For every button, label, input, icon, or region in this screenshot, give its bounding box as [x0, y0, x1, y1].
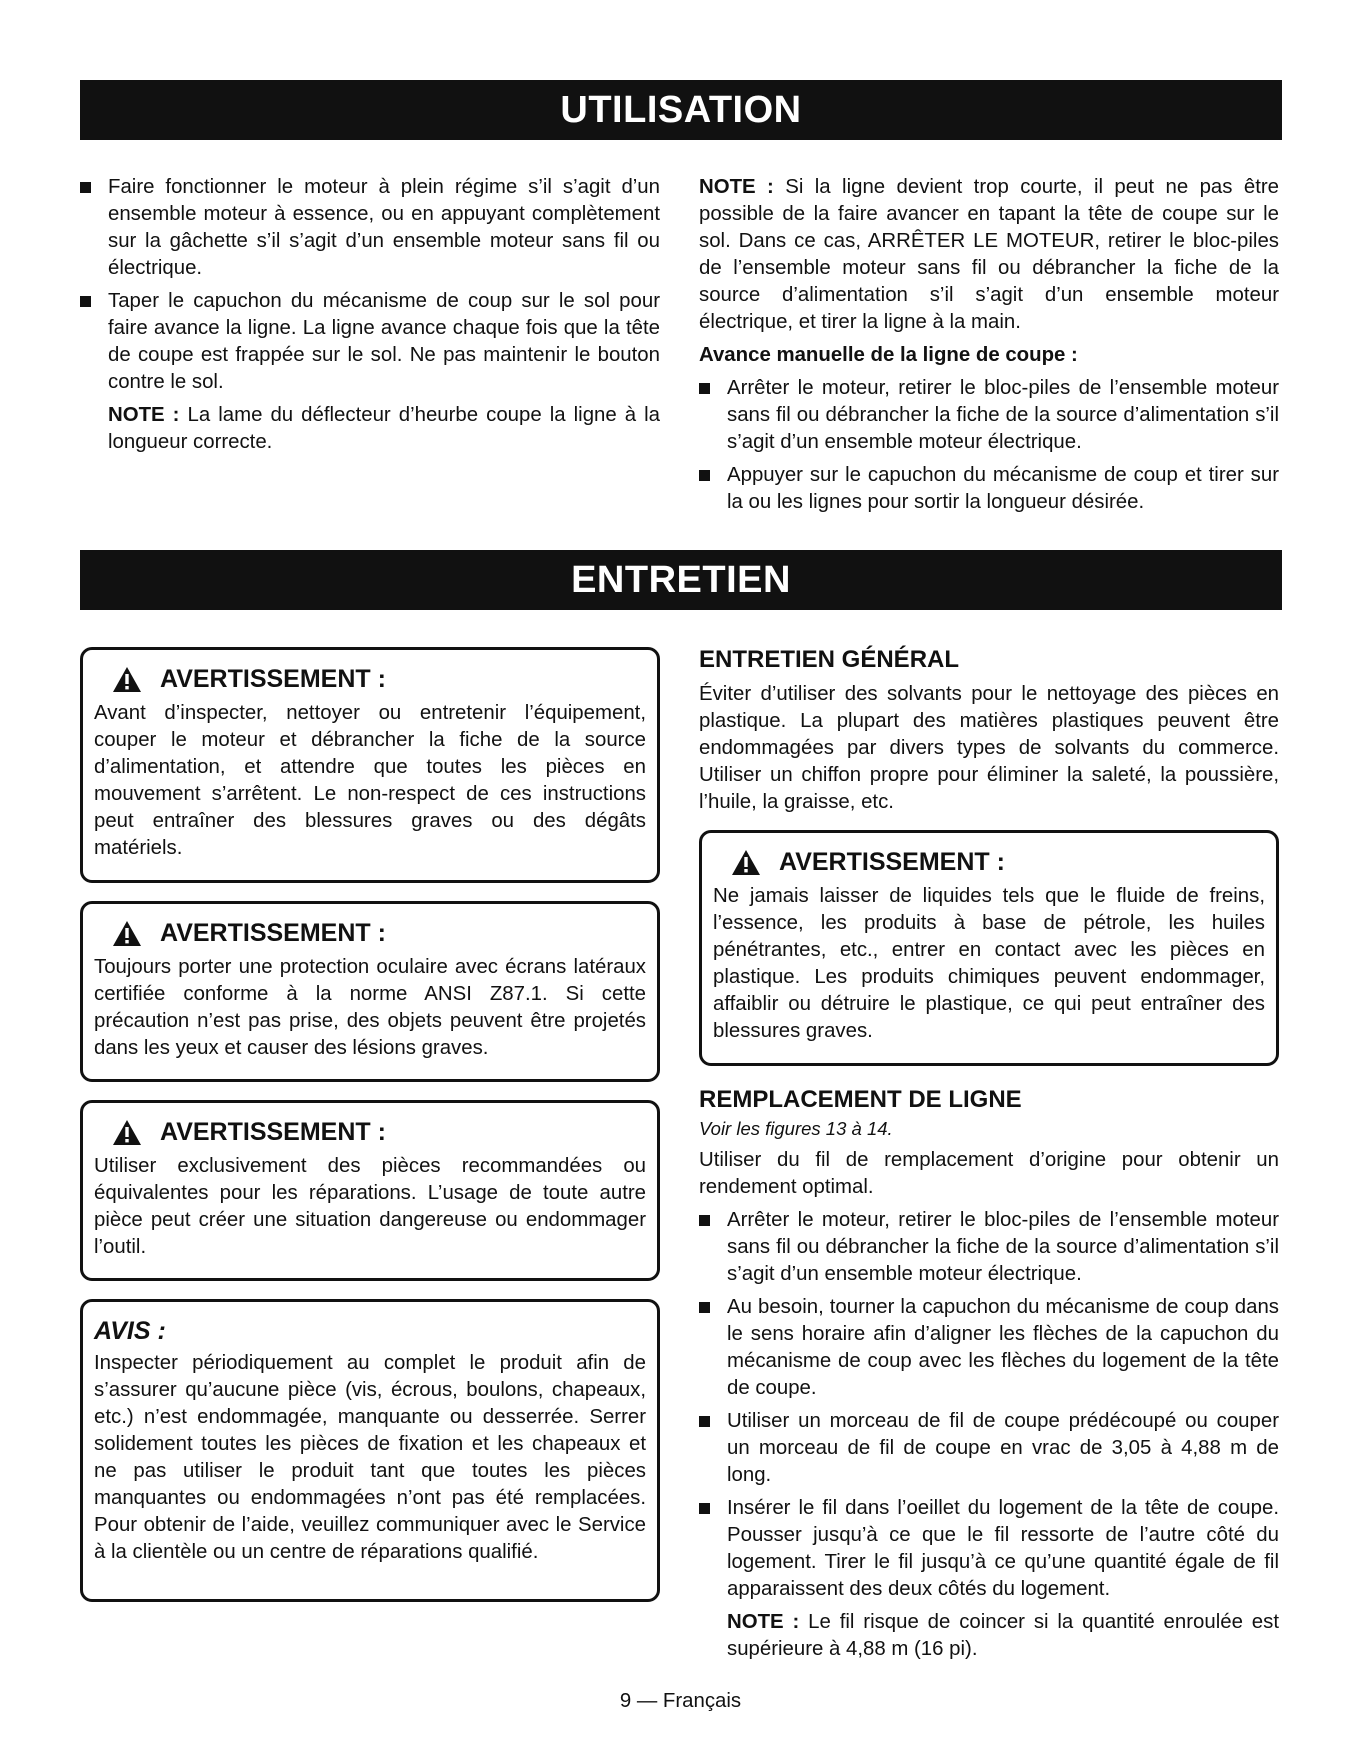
warning-text: Avant d’inspecter, nettoyer ou entretenir l’équipement, couper le moteur et débrancher la fiche de la source d’alimentation, et attendre que toutes les pièces en mouvement s’arrêtent. Le non-respect de ces instructions peut entraîner des blessures graves ou des dégâts matériels.	[94, 702, 646, 859]
warning-triangle-icon	[731, 849, 761, 876]
list-item: Faire fonctionner le moteur à plein régime s’il s’agit d’un ensemble moteur à essence, ou en appuyant complètement sur la gâchette s’il s’agit d’un ensemble moteur sans fil ou électrique.	[80, 174, 660, 282]
warning-box: AVERTISSEMENT : Utiliser exclusivement des pièces recommandées ou équivalentes pour les réparations. L’usage de toute autre pièce peut créer une situation dangereuse ou endommager l’outil.	[80, 1100, 660, 1281]
list-item: Taper le capuchon du mécanisme de coup sur le sol pour faire avance la ligne. La ligne avance chaque fois que la tête de coupe est frappée sur le sol. Ne pas maintenir le bouton contre le sol.	[80, 288, 660, 396]
square-bullet-icon	[699, 1503, 710, 1514]
note-paragraph: NOTE : La lame du déflecteur d’heurbe coupe la ligne à la longueur correcte.	[108, 404, 660, 453]
replacement-section	[699, 1085, 1279, 1669]
notice-text: Inspecter périodiquement au complet le produit afin de s’assurer qu’aucune pièce (vis, écrous, boulons, chapeaux, etc.) n’est endommagée, manquante ou desserrée. Serrer solidement toutes les pièces de fixation et les chapeaux et ne pas utiliser le produit tant que toutes les pièces manquantes ou endommagées n’ont pas été remplacées. Pour obtenir de l’aide, veuillez communiquer avec le Service à la clientèle ou un centre de réparations qualifié.	[94, 1352, 646, 1563]
warning-text: Ne jamais laisser de liquides tels que le fluide de freins, l’essence, les produits à base de pétrole, les huiles pénétrantes, etc., entrer en contact avec les pièces en plastique. Les produits chimiques peuvent endommager, affaiblir ou détruire le plastique, ce qui peut entraîner des blessures graves.	[713, 885, 1265, 1042]
section-title-entretien: ENTRETIEN	[80, 550, 1282, 610]
warning-text: Toujours porter une protection oculaire avec écrans latéraux certifiée conforme à la norme ANSI Z87.1. Si cette précaution n’est pas prise, des objets peuvent être projetés dans les yeux et causer des lésions graves.	[94, 956, 646, 1059]
square-bullet-icon	[80, 296, 91, 307]
square-bullet-icon	[699, 1416, 710, 1427]
square-bullet-icon	[699, 1215, 710, 1226]
utilisation-left-column	[80, 174, 660, 462]
list-item: Arrêter le moteur, retirer le bloc-piles de l’ensemble moteur sans fil ou débrancher la fiche de la source d’alimentation s’il s’agit d’un ensemble moteur électrique.	[699, 375, 1279, 456]
paragraph: Utiliser du fil de remplacement d’origine pour obtenir un rendement optimal.	[699, 1149, 1279, 1198]
entretien-general-section	[699, 645, 1279, 816]
list-item: Utiliser un morceau de fil de coupe prédécoupé ou couper un morceau de fil de coupe en vrac de 3,05 à 4,88 m de long.	[699, 1408, 1279, 1489]
list-item: Appuyer sur le capuchon du mécanisme de coup et tirer sur la ou les lignes pour sortir la longueur désirée.	[699, 462, 1279, 516]
paragraph: Éviter d’utiliser des solvants pour le nettoyage des pièces en plastique. La plupart des matières plastiques peuvent être endommagées par divers types de solvants du commerce. Utiliser un chiffon propre pour éliminer la saleté, la poussière, l’huile, la graisse, etc.	[699, 683, 1279, 813]
warning-triangle-icon	[112, 666, 142, 693]
list-item: Au besoin, tourner la capuchon du mécanisme de coup dans le sens horaire afin d’aligner les flèches de la capuchon du mécanisme de coup avec les flèches du logement de la tête de coupe.	[699, 1294, 1279, 1402]
figure-reference: Voir les figures 13 à 14.	[699, 1118, 893, 1139]
notice-heading: AVIS :	[94, 1317, 166, 1345]
warning-triangle-icon	[112, 1119, 142, 1146]
square-bullet-icon	[80, 182, 91, 193]
subheading: Avance manuelle de la ligne de coupe :	[699, 344, 1078, 366]
note-paragraph: NOTE : Si la ligne devient trop courte, il peut ne pas être possible de la faire avancer en tapant la tête de coupe sur le sol. Dans ce cas, ARRÊTER LE MOTEUR, retirer le bloc-piles de l’ensemble moteur sans fil ou débrancher la fiche de la source d’alimentation s’il s’agit d’un ensemble moteur électrique, et tirer la ligne à la main.	[699, 176, 1279, 333]
square-bullet-icon	[699, 383, 710, 394]
notice-box	[80, 1299, 660, 1602]
page-footer: 9 — Français	[619, 1690, 742, 1712]
warning-box: AVERTISSEMENT : Ne jamais laisser de liquides tels que le fluide de freins, l’essence, les produits à base de pétrole, les huiles pénétrantes, etc., entrer en contact avec les pièces en plastique. Les produits chimiques peuvent endommager, affaiblir ou détruire le plastique, ce qui peut entraîner des blessures graves.	[699, 830, 1279, 1066]
warning-box: AVERTISSEMENT : Toujours porter une protection oculaire avec écrans latéraux certifiée conforme à la norme ANSI Z87.1. Si cette précaution n’est pas prise, des objets peuvent être projetés dans les yeux et causer des lésions graves.	[80, 901, 660, 1082]
warning-box: AVERTISSEMENT : Avant d’inspecter, nettoyer ou entretenir l’équipement, couper le moteur et débrancher la fiche de la source d’alimentation, et attendre que toutes les pièces en mouvement s’arrêtent. Le non-respect de ces instructions peut entraîner des blessures graves ou des dégâts matériels.	[80, 647, 660, 883]
warning-text: Utiliser exclusivement des pièces recommandées ou équivalentes pour les réparations. L’usage de toute autre pièce peut créer une situation dangereuse ou endommager l’outil.	[94, 1155, 646, 1258]
list-item: Arrêter le moteur, retirer le bloc-piles de l’ensemble moteur sans fil ou débrancher la fiche de la source d’alimentation s’il s’agit d’un ensemble moteur électrique.	[699, 1207, 1279, 1288]
section-heading: ENTRETIEN GÉNÉRAL	[699, 646, 960, 673]
section-heading: REMPLACEMENT DE LIGNE	[699, 1086, 1022, 1113]
square-bullet-icon	[699, 1302, 710, 1313]
square-bullet-icon	[699, 470, 710, 481]
warning-triangle-icon	[112, 920, 142, 947]
utilisation-right-column	[699, 174, 1279, 522]
section-title-utilisation: UTILISATION	[80, 80, 1282, 140]
note-paragraph: NOTE : Le fil risque de coincer si la quantité enroulée est supérieure à 4,88 m (16 pi).	[727, 1611, 1279, 1660]
list-item: Insérer le fil dans l’oeillet du logement de la tête de coupe. Pousser jusqu’à ce que le fil ressorte de l’autre côté du logement. Tirer le fil jusqu’à ce qu’une quantité égale de fil apparaissent des deux côtés du logement.	[699, 1495, 1279, 1603]
